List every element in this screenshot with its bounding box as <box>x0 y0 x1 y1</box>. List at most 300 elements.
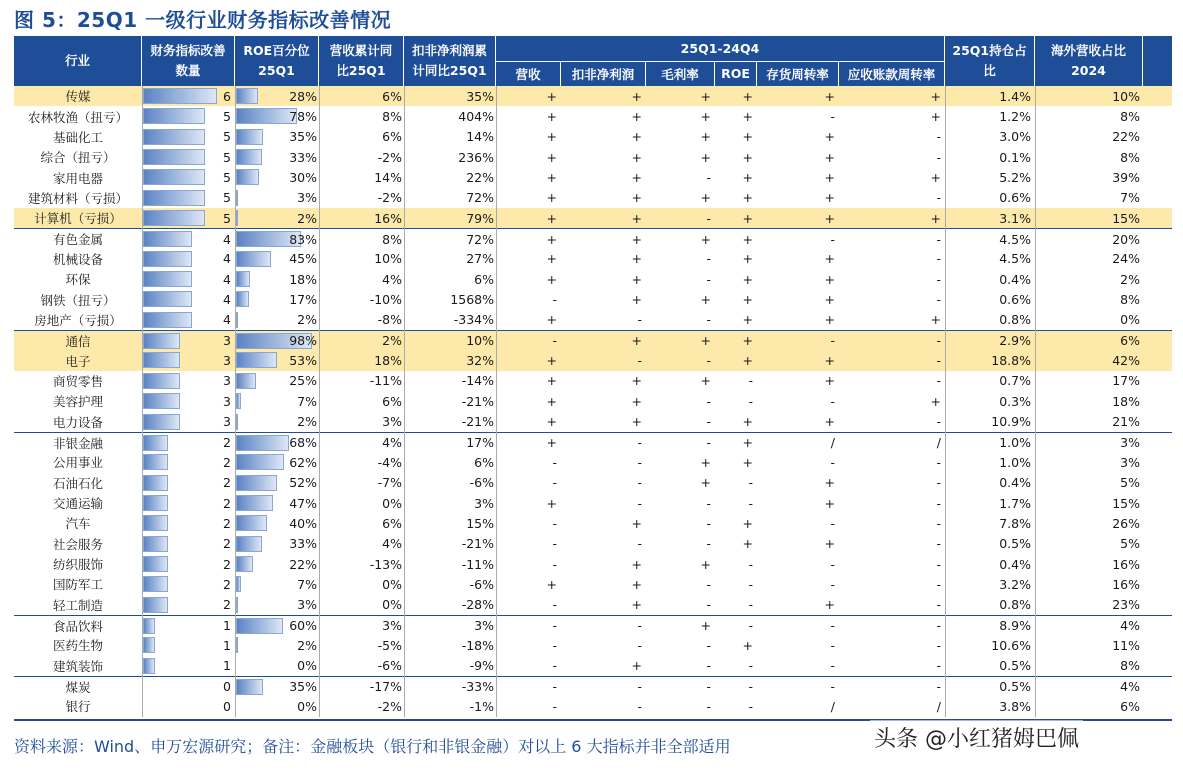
change-mark: + <box>824 251 835 267</box>
overseas-revenue-ratio: 15% <box>1112 495 1140 511</box>
change-mark: + <box>742 271 753 287</box>
net-profit-yoy: 22% <box>466 170 494 186</box>
improvement-count: 1 <box>223 658 231 674</box>
net-profit-yoy: 27% <box>466 251 494 267</box>
column-separator <box>404 86 405 717</box>
change-mark: + <box>546 88 557 104</box>
change-mark: + <box>631 556 642 572</box>
change-mark: + <box>742 454 753 470</box>
holding-ratio: 10.6% <box>991 637 1031 653</box>
overseas-revenue-ratio: 8% <box>1120 292 1140 308</box>
change-mark: - <box>706 393 711 409</box>
change-mark: + <box>742 353 753 369</box>
table-row <box>14 595 1172 615</box>
change-mark: + <box>631 231 642 247</box>
revenue-yoy: -4% <box>377 454 402 470</box>
revenue-yoy: 4% <box>382 435 402 451</box>
change-mark: + <box>824 88 835 104</box>
overseas-revenue-ratio: 3% <box>1120 435 1140 451</box>
roe-percentile: 28% <box>289 88 317 104</box>
header-net-profit-yoy: 扣非净利润累 计同比25Q1 <box>404 36 496 86</box>
holding-ratio: 1.7% <box>999 495 1031 511</box>
table-row <box>14 574 1172 594</box>
improvement-count: 5 <box>223 170 231 186</box>
holding-ratio: 7.8% <box>999 515 1031 531</box>
industry-name: 家用电器 <box>52 170 103 186</box>
change-mark: + <box>930 88 941 104</box>
net-profit-yoy: 6% <box>474 454 494 470</box>
overseas-revenue-ratio: 42% <box>1112 353 1140 369</box>
improvement-count: 4 <box>223 292 231 308</box>
table-row <box>14 208 1172 228</box>
change-mark: - <box>706 698 711 714</box>
change-mark: + <box>631 129 642 145</box>
holding-ratio: 0.5% <box>999 658 1031 674</box>
overseas-revenue-ratio: 6% <box>1120 698 1140 714</box>
change-mark: - <box>706 312 711 328</box>
industry-name: 计算机（亏损） <box>34 211 122 227</box>
change-mark: - <box>748 658 753 674</box>
change-mark: + <box>930 210 941 226</box>
net-profit-yoy: -21% <box>461 414 494 430</box>
change-mark: - <box>748 373 753 389</box>
revenue-yoy: -13% <box>369 556 402 572</box>
change-mark: - <box>936 414 941 430</box>
improvement-count: 6 <box>223 88 231 104</box>
change-mark: - <box>706 414 711 430</box>
revenue-yoy: 6% <box>382 88 402 104</box>
column-separator <box>945 86 946 717</box>
industry-name: 环保 <box>65 272 91 288</box>
change-mark: - <box>706 658 711 674</box>
industry-name: 汽车 <box>65 516 91 532</box>
change-mark: - <box>936 373 941 389</box>
revenue-yoy: 0% <box>382 576 402 592</box>
roe-percentile: 40% <box>289 515 317 531</box>
overseas-revenue-ratio: 23% <box>1112 597 1140 613</box>
change-mark: + <box>546 393 557 409</box>
roe-percentile: 7% <box>297 576 317 592</box>
change-mark: - <box>936 231 941 247</box>
change-mark: - <box>706 679 711 695</box>
change-mark: + <box>824 414 835 430</box>
table-header <box>14 36 1172 86</box>
change-mark: - <box>637 312 642 328</box>
industry-name: 农林牧渔（扭亏） <box>27 109 128 125</box>
roe-percentile: 33% <box>289 536 317 552</box>
net-profit-yoy: 15% <box>466 515 494 531</box>
change-mark: - <box>552 515 557 531</box>
roe-percentile: 3% <box>297 190 317 206</box>
roe-percentile: 2% <box>297 312 317 328</box>
overseas-revenue-ratio: 4% <box>1120 618 1140 634</box>
industry-name: 电力设备 <box>52 414 103 430</box>
change-mark: + <box>930 312 941 328</box>
roe-percentile: 47% <box>289 495 317 511</box>
change-mark: - <box>748 393 753 409</box>
industry-name: 轻工制造 <box>52 597 103 613</box>
roe-percentile: 62% <box>289 454 317 470</box>
change-mark: - <box>936 149 941 165</box>
table-row <box>14 167 1172 187</box>
change-mark: - <box>830 109 835 125</box>
revenue-yoy: 14% <box>374 170 402 186</box>
change-mark: + <box>700 190 711 206</box>
net-profit-yoy: -14% <box>461 373 494 389</box>
net-profit-yoy: -21% <box>461 536 494 552</box>
net-profit-yoy: 1568% <box>450 292 494 308</box>
change-mark: + <box>631 373 642 389</box>
improvement-count: 0 <box>223 679 231 695</box>
change-mark: - <box>706 210 711 226</box>
change-mark: + <box>546 149 557 165</box>
net-profit-yoy: 17% <box>466 435 494 451</box>
change-mark: + <box>700 88 711 104</box>
revenue-yoy: 6% <box>382 129 402 145</box>
change-mark: - <box>637 698 642 714</box>
header-group-25q1-24q4: 25Q1-24Q4 <box>496 36 945 61</box>
net-profit-yoy: -6% <box>469 475 494 491</box>
revenue-yoy: 2% <box>382 333 402 349</box>
overseas-revenue-ratio: 7% <box>1120 190 1140 206</box>
net-profit-yoy: 72% <box>466 231 494 247</box>
roe-percentile: 53% <box>289 353 317 369</box>
change-mark: + <box>631 149 642 165</box>
change-mark: - <box>936 333 941 349</box>
table-row <box>14 452 1172 472</box>
table-row <box>14 249 1172 269</box>
improvement-count: 1 <box>223 618 231 634</box>
change-mark: - <box>637 495 642 511</box>
change-mark: + <box>631 109 642 125</box>
table-row <box>14 432 1172 452</box>
header-industry: 行业 <box>14 36 142 86</box>
change-mark: - <box>748 495 753 511</box>
overseas-revenue-ratio: 6% <box>1120 333 1140 349</box>
overseas-revenue-ratio: 11% <box>1112 637 1140 653</box>
change-mark: + <box>742 435 753 451</box>
net-profit-yoy: 404% <box>458 109 494 125</box>
net-profit-yoy: 3% <box>474 495 494 511</box>
change-mark: + <box>631 333 642 349</box>
change-mark: + <box>742 292 753 308</box>
change-mark: - <box>637 435 642 451</box>
change-mark: - <box>936 515 941 531</box>
header-revenue-yoy: 营收累计同 比25Q1 <box>319 36 404 86</box>
revenue-yoy: 0% <box>382 597 402 613</box>
revenue-yoy: 0% <box>382 495 402 511</box>
change-mark: + <box>742 414 753 430</box>
industry-name: 公用事业 <box>52 455 103 471</box>
change-mark: + <box>546 210 557 226</box>
roe-percentile: 0% <box>297 698 317 714</box>
change-mark: + <box>700 618 711 634</box>
holding-ratio: 0.5% <box>999 679 1031 695</box>
change-mark: - <box>706 515 711 531</box>
roe-percentile: 30% <box>289 170 317 186</box>
change-mark: - <box>936 679 941 695</box>
change-mark: - <box>936 576 941 592</box>
industry-name: 非银金融 <box>52 435 103 451</box>
change-mark: - <box>552 556 557 572</box>
table-row <box>14 534 1172 554</box>
industry-name: 有色金属 <box>52 232 103 248</box>
improvement-count: 5 <box>223 149 231 165</box>
table-row <box>14 127 1172 147</box>
industry-name: 基础化工 <box>52 129 103 145</box>
change-mark: + <box>824 170 835 186</box>
change-mark: - <box>552 292 557 308</box>
change-mark: - <box>830 333 835 349</box>
change-mark: - <box>706 353 711 369</box>
industry-name: 纺织服饰 <box>52 557 103 573</box>
improvement-count: 2 <box>223 454 231 470</box>
column-separator <box>496 86 497 717</box>
table-row <box>14 676 1172 696</box>
holding-ratio: 1.0% <box>999 454 1031 470</box>
change-mark: - <box>830 231 835 247</box>
roe-percentile: 33% <box>289 149 317 165</box>
improvement-count: 5 <box>223 109 231 125</box>
change-mark: - <box>706 251 711 267</box>
change-mark: + <box>546 353 557 369</box>
roe-percentile: 35% <box>289 679 317 695</box>
change-mark: - <box>552 637 557 653</box>
change-mark: + <box>546 190 557 206</box>
industry-name: 社会服务 <box>52 536 103 552</box>
overseas-revenue-ratio: 26% <box>1112 515 1140 531</box>
improvement-count: 2 <box>223 556 231 572</box>
header-sub-4: 存货周转率 <box>757 61 839 86</box>
change-mark: + <box>700 373 711 389</box>
roe-percentile: 0% <box>297 658 317 674</box>
roe-percentile: 2% <box>297 210 317 226</box>
improvement-count: 4 <box>223 231 231 247</box>
change-mark: - <box>936 190 941 206</box>
net-profit-yoy: 14% <box>466 129 494 145</box>
change-mark: + <box>546 231 557 247</box>
change-mark: + <box>824 373 835 389</box>
overseas-revenue-ratio: 8% <box>1120 109 1140 125</box>
change-mark: + <box>824 353 835 369</box>
net-profit-yoy: 72% <box>466 190 494 206</box>
holding-ratio: 1.0% <box>999 435 1031 451</box>
change-mark: - <box>706 271 711 287</box>
change-mark: - <box>830 637 835 653</box>
change-mark: - <box>637 679 642 695</box>
holding-ratio: 3.8% <box>999 698 1031 714</box>
industry-name: 传媒 <box>65 89 91 105</box>
improvement-count: 3 <box>223 333 231 349</box>
change-mark: + <box>742 637 753 653</box>
change-mark: + <box>631 170 642 186</box>
change-mark: - <box>637 536 642 552</box>
change-mark: - <box>637 637 642 653</box>
revenue-yoy: -7% <box>377 475 402 491</box>
revenue-yoy: 6% <box>382 393 402 409</box>
industry-table <box>14 36 1172 717</box>
industry-name: 综合（扭亏） <box>40 150 116 166</box>
roe-percentile: 18% <box>289 271 317 287</box>
change-mark: - <box>748 576 753 592</box>
revenue-yoy: 3% <box>382 414 402 430</box>
change-mark: - <box>706 170 711 186</box>
improvement-count: 2 <box>223 536 231 552</box>
change-mark: - <box>706 576 711 592</box>
change-mark: - <box>936 292 941 308</box>
roe-percentile: 78% <box>289 109 317 125</box>
change-mark: + <box>824 190 835 206</box>
net-profit-yoy: -33% <box>461 679 494 695</box>
change-mark: - <box>936 637 941 653</box>
change-mark: - <box>748 556 753 572</box>
improvement-count: 5 <box>223 129 231 145</box>
change-mark: / <box>936 698 941 714</box>
improvement-count: 5 <box>223 210 231 226</box>
change-mark: - <box>552 475 557 491</box>
change-mark: - <box>637 618 642 634</box>
change-mark: + <box>631 658 642 674</box>
change-mark: + <box>631 88 642 104</box>
header-sub-1: 扣非净利润 <box>561 61 646 86</box>
change-mark: - <box>552 679 557 695</box>
change-mark: + <box>546 435 557 451</box>
column-separator <box>1035 86 1036 717</box>
industry-name: 机械设备 <box>52 251 103 267</box>
industry-name: 建筑装饰 <box>52 658 103 674</box>
change-mark: - <box>706 435 711 451</box>
holding-ratio: 2.9% <box>999 333 1031 349</box>
overseas-revenue-ratio: 17% <box>1112 373 1140 389</box>
net-profit-yoy: -11% <box>461 556 494 572</box>
industry-name: 商贸零售 <box>52 373 103 389</box>
change-mark: + <box>546 495 557 511</box>
change-mark: - <box>936 129 941 145</box>
industry-name: 电子 <box>65 353 91 369</box>
change-mark: - <box>830 515 835 531</box>
table-row <box>14 493 1172 513</box>
change-mark: - <box>830 658 835 674</box>
change-mark: + <box>700 231 711 247</box>
change-mark: + <box>824 536 835 552</box>
industry-name: 美容护理 <box>52 394 103 410</box>
overseas-revenue-ratio: 8% <box>1120 149 1140 165</box>
holding-ratio: 3.0% <box>999 129 1031 145</box>
industry-name: 通信 <box>65 333 91 349</box>
table-row <box>14 350 1172 370</box>
change-mark: - <box>637 353 642 369</box>
table-row <box>14 106 1172 126</box>
table-row <box>14 391 1172 411</box>
change-mark: + <box>742 88 753 104</box>
change-mark: + <box>700 454 711 470</box>
change-mark: - <box>706 495 711 511</box>
roe-percentile: 68% <box>289 435 317 451</box>
change-mark: + <box>824 495 835 511</box>
change-mark: + <box>742 333 753 349</box>
change-mark: - <box>830 556 835 572</box>
change-mark: - <box>936 454 941 470</box>
overseas-revenue-ratio: 21% <box>1112 414 1140 430</box>
header-count: 财务指标改善 数量 <box>142 36 235 86</box>
industry-name: 房地产（亏损） <box>34 312 122 328</box>
net-profit-yoy: 3% <box>474 618 494 634</box>
change-mark: - <box>552 698 557 714</box>
revenue-yoy: 10% <box>374 251 402 267</box>
change-mark: + <box>700 475 711 491</box>
improvement-count: 2 <box>223 515 231 531</box>
holding-ratio: 0.5% <box>999 536 1031 552</box>
overseas-revenue-ratio: 22% <box>1112 129 1140 145</box>
change-mark: - <box>830 679 835 695</box>
header-overseas-revenue: 海外营收占比 2024 <box>1035 36 1143 86</box>
change-mark: + <box>824 597 835 613</box>
roe-percentile: 52% <box>289 475 317 491</box>
net-profit-yoy: -21% <box>461 393 494 409</box>
industry-name: 煤炭 <box>65 679 91 695</box>
change-mark: + <box>546 414 557 430</box>
change-mark: + <box>742 109 753 125</box>
table-row <box>14 615 1172 635</box>
revenue-yoy: -2% <box>377 149 402 165</box>
holding-ratio: 0.7% <box>999 373 1031 389</box>
change-mark: - <box>936 597 941 613</box>
change-mark: - <box>830 618 835 634</box>
industry-name: 医药生物 <box>52 638 103 654</box>
improvement-count: 2 <box>223 597 231 613</box>
change-mark: + <box>631 597 642 613</box>
revenue-yoy: -5% <box>377 637 402 653</box>
change-mark: - <box>936 353 941 369</box>
table-row <box>14 330 1172 350</box>
change-mark: + <box>742 231 753 247</box>
change-mark: + <box>824 129 835 145</box>
industry-name: 国防军工 <box>52 577 103 593</box>
change-mark: + <box>631 576 642 592</box>
header-sub-2: 毛利率 <box>646 61 715 86</box>
change-mark: + <box>700 149 711 165</box>
net-profit-yoy: 32% <box>466 353 494 369</box>
change-mark: + <box>742 251 753 267</box>
net-profit-yoy: 6% <box>474 271 494 287</box>
header-sub-0: 营收 <box>496 61 561 86</box>
holding-ratio: 4.5% <box>999 231 1031 247</box>
change-mark: + <box>824 271 835 287</box>
table-row <box>14 86 1172 106</box>
change-mark: + <box>546 312 557 328</box>
change-mark: + <box>742 170 753 186</box>
roe-percentile: 7% <box>297 393 317 409</box>
change-mark: - <box>552 618 557 634</box>
change-mark: + <box>546 170 557 186</box>
change-mark: - <box>936 556 941 572</box>
change-mark: + <box>631 292 642 308</box>
improvement-count: 2 <box>223 576 231 592</box>
overseas-revenue-ratio: 20% <box>1112 231 1140 247</box>
overseas-revenue-ratio: 8% <box>1120 658 1140 674</box>
change-mark: + <box>546 109 557 125</box>
change-mark: + <box>700 333 711 349</box>
change-mark: - <box>706 536 711 552</box>
change-mark: - <box>748 698 753 714</box>
table-body <box>14 86 1172 717</box>
change-mark: + <box>700 129 711 145</box>
change-mark: + <box>930 109 941 125</box>
revenue-yoy: 8% <box>382 109 402 125</box>
table-row <box>14 554 1172 574</box>
table-row <box>14 371 1172 391</box>
change-mark: - <box>936 271 941 287</box>
